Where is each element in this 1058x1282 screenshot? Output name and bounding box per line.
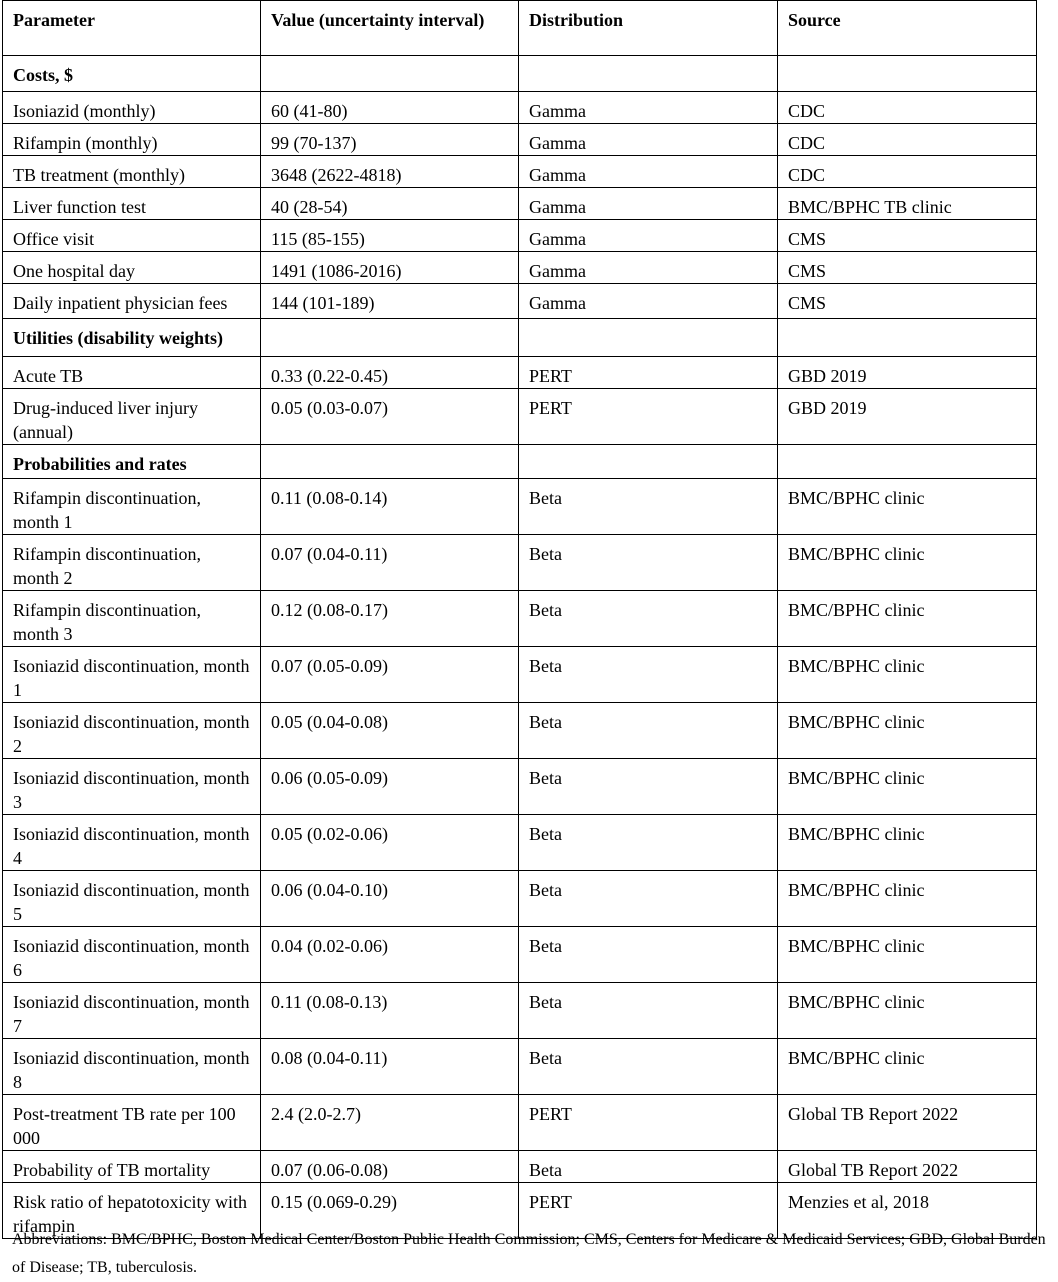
cell-distribution: Beta <box>519 703 778 759</box>
table-row <box>3 124 1037 156</box>
cell-parameter: One hospital day <box>3 252 261 284</box>
table-footnote: Abbreviations: BMC/BPHC, Boston Medical Center/Boston Public Health Commission; CMS, Centers for Medicare & Medicaid Services; GBD, Global Burden of Disease; TB, tuberculosis. <box>12 1231 1046 1276</box>
cell-parameter: Rifampin discontinuation, month 3 <box>3 591 261 647</box>
cell-parameter: Daily inpatient physician fees <box>3 284 261 319</box>
cell-distribution: Gamma <box>519 156 778 188</box>
section-title: Costs, $ <box>3 56 261 92</box>
table-row <box>3 591 1037 647</box>
cell-distribution: Beta <box>519 927 778 983</box>
cell-parameter: Rifampin (monthly) <box>3 124 261 156</box>
table-row <box>3 479 1037 535</box>
cell-distribution: PERT <box>519 1183 778 1239</box>
cell-parameter: Office visit <box>3 220 261 252</box>
cell-source: BMC/BPHC clinic <box>778 647 1037 703</box>
cell-source: Global TB Report 2022 <box>778 1095 1037 1151</box>
cell-parameter: Isoniazid discontinuation, month 5 <box>3 871 261 927</box>
cell-distribution: Beta <box>519 871 778 927</box>
table-row <box>3 703 1037 759</box>
table-row <box>3 1095 1037 1151</box>
cell-source: BMC/BPHC clinic <box>778 983 1037 1039</box>
cell-source: BMC/BPHC clinic <box>778 535 1037 591</box>
cell-value: 40 (28-54) <box>261 188 519 220</box>
cell-parameter: TB treatment (monthly) <box>3 156 261 188</box>
cell-value: 0.08 (0.04-0.11) <box>261 1039 519 1095</box>
header-distribution: Distribution <box>519 1 778 56</box>
cell-value: 0.07 (0.05-0.09) <box>261 647 519 703</box>
cell-source: GBD 2019 <box>778 389 1037 445</box>
cell-parameter: Post-treatment TB rate per 100 000 <box>3 1095 261 1151</box>
cell-distribution: Beta <box>519 815 778 871</box>
table-row <box>3 759 1037 815</box>
cell-source: BMC/BPHC clinic <box>778 591 1037 647</box>
cell-value: 1491 (1086-2016) <box>261 252 519 284</box>
cell-value: 0.05 (0.03-0.07) <box>261 389 519 445</box>
cell-value: 0.12 (0.08-0.17) <box>261 591 519 647</box>
cell-value: 3648 (2622-4818) <box>261 156 519 188</box>
cell-source: BMC/BPHC clinic <box>778 479 1037 535</box>
cell-parameter: Isoniazid discontinuation, month 8 <box>3 1039 261 1095</box>
cell-value: 0.33 (0.22-0.45) <box>261 357 519 389</box>
cell-value: 115 (85-155) <box>261 220 519 252</box>
header-source: Source <box>778 1 1037 56</box>
cell-distribution: PERT <box>519 1095 778 1151</box>
table-row <box>3 927 1037 983</box>
cell-source: CMS <box>778 252 1037 284</box>
cell-distribution: Beta <box>519 1039 778 1095</box>
cell-distribution: Gamma <box>519 220 778 252</box>
cell-source: CDC <box>778 92 1037 124</box>
cell-distribution: Gamma <box>519 284 778 319</box>
table-row <box>3 188 1037 220</box>
cell-distribution: Beta <box>519 535 778 591</box>
cell-value: 2.4 (2.0-2.7) <box>261 1095 519 1151</box>
header-value: Value (uncertainty interval) <box>261 1 519 56</box>
cell-source: BMC/BPHC TB clinic <box>778 188 1037 220</box>
section-row-utilities <box>3 319 1037 357</box>
table-row <box>3 92 1037 124</box>
cell-distribution: Beta <box>519 647 778 703</box>
cell-parameter: Drug-induced liver injury (annual) <box>3 389 261 445</box>
cell-distribution: Gamma <box>519 124 778 156</box>
table-row <box>3 983 1037 1039</box>
cell-value: 0.06 (0.05-0.09) <box>261 759 519 815</box>
cell-distribution: Gamma <box>519 92 778 124</box>
cell-source: CMS <box>778 220 1037 252</box>
cell-distribution: PERT <box>519 389 778 445</box>
table-row <box>3 1151 1037 1183</box>
cell-source: GBD 2019 <box>778 357 1037 389</box>
section-row-probabilities <box>3 445 1037 479</box>
cell-value: 0.11 (0.08-0.13) <box>261 983 519 1039</box>
cell-distribution: Beta <box>519 1151 778 1183</box>
cell-parameter: Liver function test <box>3 188 261 220</box>
cell-parameter: Isoniazid discontinuation, month 6 <box>3 927 261 983</box>
table-row <box>3 357 1037 389</box>
parameters-table <box>2 0 1037 1239</box>
cell-value: 0.04 (0.02-0.06) <box>261 927 519 983</box>
cell-source: BMC/BPHC clinic <box>778 815 1037 871</box>
cell-parameter: Isoniazid discontinuation, month 1 <box>3 647 261 703</box>
table-row <box>3 156 1037 188</box>
cell-value: 0.07 (0.06-0.08) <box>261 1151 519 1183</box>
table-row <box>3 284 1037 319</box>
cell-distribution: Gamma <box>519 252 778 284</box>
cell-distribution: Beta <box>519 983 778 1039</box>
table-row <box>3 871 1037 927</box>
table-row <box>3 220 1037 252</box>
section-row-costs <box>3 56 1037 92</box>
cell-source: CDC <box>778 156 1037 188</box>
cell-source: Menzies et al, 2018 <box>778 1183 1037 1239</box>
cell-distribution: PERT <box>519 357 778 389</box>
cell-value: 144 (101-189) <box>261 284 519 319</box>
cell-parameter: Rifampin discontinuation, month 1 <box>3 479 261 535</box>
table-row <box>3 647 1037 703</box>
cell-parameter: Isoniazid discontinuation, month 2 <box>3 703 261 759</box>
table-row <box>3 389 1037 445</box>
cell-distribution: Gamma <box>519 188 778 220</box>
cell-value: 0.07 (0.04-0.11) <box>261 535 519 591</box>
cell-source: Global TB Report 2022 <box>778 1151 1037 1183</box>
cell-value: 0.06 (0.04-0.10) <box>261 871 519 927</box>
section-title: Utilities (disability weights) <box>3 319 261 357</box>
cell-value: 99 (70-137) <box>261 124 519 156</box>
cell-value: 60 (41-80) <box>261 92 519 124</box>
cell-source: BMC/BPHC clinic <box>778 703 1037 759</box>
section-title: Probabilities and rates <box>3 445 261 479</box>
cell-parameter: Acute TB <box>3 357 261 389</box>
cell-value: 0.15 (0.069-0.29) <box>261 1183 519 1239</box>
cell-parameter: Risk ratio of hepatotoxicity with rifampin <box>3 1183 261 1239</box>
cell-source: BMC/BPHC clinic <box>778 759 1037 815</box>
table-row <box>3 815 1037 871</box>
cell-source: BMC/BPHC clinic <box>778 927 1037 983</box>
cell-value: 0.05 (0.04-0.08) <box>261 703 519 759</box>
cell-parameter: Probability of TB mortality <box>3 1151 261 1183</box>
table-row <box>3 535 1037 591</box>
cell-distribution: Beta <box>519 479 778 535</box>
cell-value: 0.11 (0.08-0.14) <box>261 479 519 535</box>
header-parameter: Parameter <box>3 1 261 56</box>
cell-source: BMC/BPHC clinic <box>778 1039 1037 1095</box>
cell-source: CMS <box>778 284 1037 319</box>
cell-parameter: Isoniazid (monthly) <box>3 92 261 124</box>
table-row <box>3 252 1037 284</box>
cell-source: BMC/BPHC clinic <box>778 871 1037 927</box>
cell-parameter: Isoniazid discontinuation, month 4 <box>3 815 261 871</box>
table-row <box>3 1039 1037 1095</box>
table-header-row <box>3 1 1037 56</box>
cell-distribution: Beta <box>519 759 778 815</box>
cell-parameter: Isoniazid discontinuation, month 3 <box>3 759 261 815</box>
cell-distribution: Beta <box>519 591 778 647</box>
cell-parameter: Isoniazid discontinuation, month 7 <box>3 983 261 1039</box>
cell-parameter: Rifampin discontinuation, month 2 <box>3 535 261 591</box>
cell-value: 0.05 (0.02-0.06) <box>261 815 519 871</box>
cell-source: CDC <box>778 124 1037 156</box>
